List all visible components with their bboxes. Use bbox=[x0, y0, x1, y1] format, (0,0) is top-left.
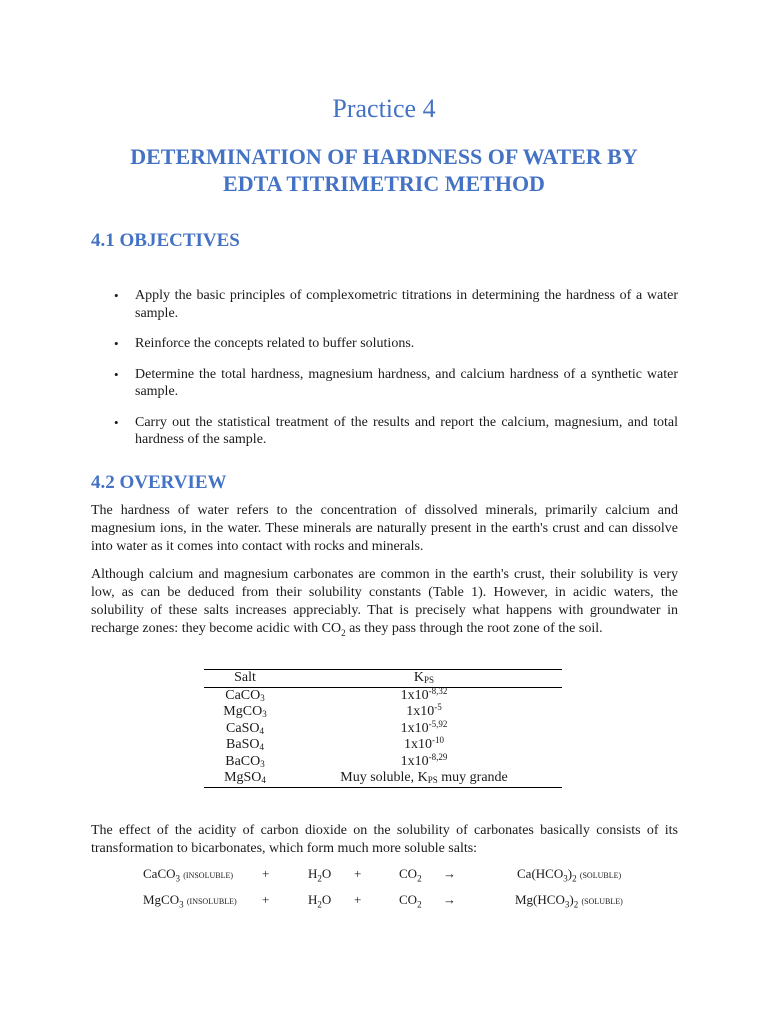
solubility-constants-table bbox=[204, 669, 562, 788]
reactant: MgCO$_3$ (INSOLUBLE) bbox=[143, 892, 237, 910]
reactant: CaCO$_3$ (INSOLUBLE) bbox=[143, 866, 234, 884]
paragraph-text: as they pass through the root zone of the soil. bbox=[345, 621, 603, 636]
table-row bbox=[204, 754, 562, 771]
main-title-line-1: DETERMINATION OF HARDNESS OF WATER BY bbox=[130, 144, 638, 169]
objective-item: • Determine the total hardness, magnesium hardness, and calcium hardness of a synthetic water sample. bbox=[114, 366, 678, 401]
plus-sign: + bbox=[262, 866, 270, 881]
salt-cell: BaCO$_3$ bbox=[225, 753, 265, 769]
salt-cell: CaCO$_3$ bbox=[225, 687, 265, 703]
table-header-row bbox=[204, 670, 562, 688]
table-row bbox=[204, 704, 562, 721]
paragraph-text: Although calcium and magnesium carbonates are common in the earth's crust, their solubility is very low, as can be deduced from their solubility constants (Table 1). However, in acidic waters, the solubility of these salts increases appreciably. That is precisely what happens with groundwater in recharge zones: they become acidic with CO bbox=[91, 567, 678, 636]
column-header-salt: Salt bbox=[234, 670, 256, 685]
plus-sign: + bbox=[262, 892, 270, 907]
plus-sign: + bbox=[354, 866, 362, 881]
kps-cell: $1x10^{-5,92}$ bbox=[400, 718, 448, 736]
overview-paragraph-3: The effect of the acidity of carbon dioxide on the solubility of carbonates basically consists of its transformation to bicarbonates, which form much more soluble salts: bbox=[91, 823, 678, 856]
product: $Mg(HCO_3)_2$ (SOLUBLE) bbox=[515, 892, 623, 910]
carbon-dioxide: $CO_2$ bbox=[399, 866, 422, 884]
column-header-kps: $K_{PS}$ bbox=[413, 670, 435, 685]
water: $H_2O$ bbox=[308, 866, 332, 884]
main-title bbox=[60, 143, 708, 197]
kps-cell: $1x10^{-10}$ bbox=[404, 735, 444, 752]
objectives-list bbox=[114, 287, 678, 449]
carbon-dioxide: $CO_2$ bbox=[399, 892, 422, 910]
plus-sign: + bbox=[354, 892, 362, 907]
reaction-equation bbox=[143, 892, 663, 910]
product: $Ca(HCO_3)_2$ (SOLUBLE) bbox=[517, 866, 622, 884]
overview-paragraph-1: The hardness of water refers to the concentration of dissolved minerals, primarily calcium and magnesium ions, in the water. These minerals are naturally present in the earth's crust and can dissolve into water as it comes into contact with rocks and minerals. bbox=[91, 503, 678, 554]
objective-item: • Reinforce the concepts related to buffer solutions. bbox=[114, 335, 678, 353]
water: $H_2O$ bbox=[308, 892, 332, 910]
table-row bbox=[204, 687, 562, 704]
table-row bbox=[204, 770, 562, 787]
salt-cell: BaSO$_4$ bbox=[226, 737, 264, 752]
table-row bbox=[204, 721, 562, 738]
table-row bbox=[204, 737, 562, 754]
main-title-line-2: EDTA TITRIMETRIC METHOD bbox=[223, 171, 545, 196]
overview-heading: 4.2 OVERVIEW bbox=[91, 472, 227, 493]
practice-title: Practice 4 bbox=[332, 94, 436, 123]
arrow-icon: → bbox=[443, 892, 456, 907]
objectives-heading: 4.1 OBJECTIVES bbox=[91, 230, 240, 251]
subscript: 2 bbox=[341, 627, 346, 638]
reaction-equation bbox=[143, 866, 663, 884]
kps-cell: $1x10^{-5}$ bbox=[406, 702, 442, 719]
kps-cell: Muy soluble, $K_{PS}$ muy grande bbox=[340, 770, 508, 785]
salt-cell: MgCO$_3$ bbox=[223, 704, 267, 719]
salt-cell: MgSO$_4$ bbox=[224, 770, 266, 785]
overview-paragraph-2 bbox=[91, 566, 678, 642]
kps-cell: $1x10^{-8,32}$ bbox=[400, 685, 448, 703]
objective-item: • Carry out the statistical treatment of the results and report the calcium, magnesium, and total hardness of the sample. bbox=[114, 414, 678, 449]
kps-cell: $1x10^{-8,29}$ bbox=[400, 751, 448, 769]
arrow-icon: → bbox=[443, 866, 456, 881]
salt-cell: CaSO$_4$ bbox=[226, 720, 264, 736]
objective-item: • Apply the basic principles of complexometric titrations in determining the hardness of a water sample. bbox=[114, 287, 678, 322]
